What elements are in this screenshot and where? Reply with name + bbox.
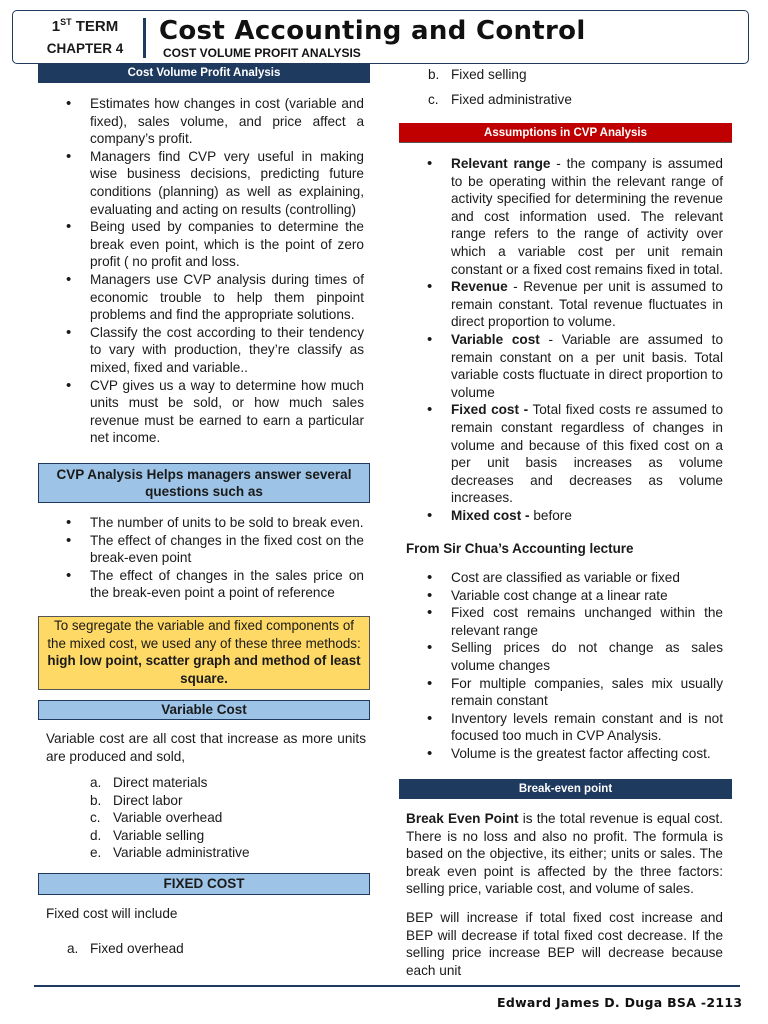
list-item: • Selling prices do not change as sales volume changes bbox=[399, 639, 723, 674]
variable-cost-list bbox=[90, 774, 350, 862]
segregate-note-box: To segregate the variable and fixed components of the mixed cost, we used any of these three methods: high low point, scatter graph and method of least square. bbox=[38, 616, 370, 690]
list-item: c. Variable overhead bbox=[90, 810, 223, 826]
chapter-label: CHAPTER 4 bbox=[46, 41, 124, 56]
fixed-cost-header: FIXED COST bbox=[38, 873, 370, 895]
list-item: • Mixed cost - before bbox=[399, 507, 723, 525]
list-item: • The number of units to be sold to break even. bbox=[38, 514, 364, 532]
fixed-cost-list-continued bbox=[428, 62, 708, 112]
fixed-cost-list bbox=[67, 940, 327, 958]
list-item: • Revenue - Revenue per unit is assumed to remain constant. Total revenue fluctuates in direct proportion to volume. bbox=[399, 278, 723, 331]
list-item: d. Variable selling bbox=[90, 827, 205, 843]
list-item: • The effect of changes in the sales price on the break-even point a point of reference bbox=[38, 567, 364, 602]
break-even-definition: Break Even Point is the total revenue is equal cost. There is no loss and also no profit. The formula is based on the objective, its either; units or sales. The break even point is affected by the three factors: selling price, variable cost, and volume of sales. bbox=[406, 811, 723, 897]
page-title: Cost Accounting and Control bbox=[159, 16, 586, 46]
list-item: • Estimates how changes in cost (variable and fixed), sales volume, and price affect a company’s profit. bbox=[38, 95, 364, 148]
list-item: • Inventory levels remain constant and is not focused too much in CVP Analysis. bbox=[399, 710, 723, 745]
list-item: • Managers find CVP very useful in making wise business decisions, predicting future conditions (planning) as well as explaining, evaluating and acting on results (controlling) bbox=[38, 148, 364, 218]
cvp-section-header: Cost Volume Profit Analysis bbox=[38, 63, 370, 83]
author-signature: Edward James D. Duga BSA -2113 bbox=[497, 995, 743, 1010]
list-item: • Classify the cost according to their tendency to vary with production, they’re classify as mixed, fixed and variable.. bbox=[38, 324, 364, 377]
page-subtitle: COST VOLUME PROFIT ANALYSIS bbox=[163, 46, 361, 60]
list-item: b. Direct labor bbox=[90, 792, 183, 808]
variable-cost-text: Variable cost are all cost that increase as more units are produced and sold, bbox=[46, 731, 366, 764]
term-label: 1ST TERM bbox=[51, 17, 119, 35]
chua-lecture-list bbox=[399, 569, 723, 763]
cvp-helps-list bbox=[38, 514, 364, 602]
list-item: • The effect of changes in the fixed cost on the break-even point bbox=[38, 532, 364, 567]
header-divider bbox=[143, 18, 146, 58]
chua-lecture-heading: From Sir Chua’s Accounting lecture bbox=[406, 541, 634, 556]
list-item: • Fixed cost - Total fixed costs re assumed to remain constant regardless of changes in volume and because of this fixed cost on a per unit basis increases as volume decreases and decreases as volume increases. bbox=[399, 401, 723, 507]
list-item: • Variable cost change at a linear rate bbox=[399, 587, 723, 605]
break-even-effects: BEP will increase if total fixed cost increase and BEP will decrease if total fixed cost decrease. If the selling price increase BEP will decrease because each unit bbox=[406, 910, 723, 978]
list-item: a. Fixed overhead bbox=[67, 941, 184, 956]
break-even-header: Break-even point bbox=[399, 779, 732, 799]
list-item: c. Fixed administrative bbox=[428, 92, 572, 107]
fixed-cost-text: Fixed cost will include bbox=[46, 906, 178, 921]
list-item: • Relevant range - the company is assumed to be operating within the relevant range of activity specified for determining the revenue and cost information used. The relevant range refers to the range of activity over which a variable cost per unit remain constant or a fixed cost remains fixed in total. bbox=[399, 155, 723, 278]
list-item: b. Fixed selling bbox=[428, 67, 527, 82]
list-item: • Being used by companies to determine the break even point, which is the point of zero profit ( no profit and loss. bbox=[38, 218, 364, 271]
list-item: • Managers use CVP analysis during times of economic trouble to help them pinpoint problems and find the appropriate solutions. bbox=[38, 271, 364, 324]
footer-divider bbox=[34, 985, 740, 987]
list-item: • CVP gives us a way to determine how much units must be sold, or how much sales revenue must be earned to earn a particular net income. bbox=[38, 377, 364, 447]
list-item: • For multiple companies, sales mix usually remain constant bbox=[399, 675, 723, 710]
list-item: • Variable cost - Variable are assumed to remain constant on a per unit basis. Total variable costs fluctuate in direct proportion to volume bbox=[399, 331, 723, 401]
list-item: • Cost are classified as variable or fixed bbox=[399, 569, 723, 587]
assumptions-list bbox=[399, 155, 723, 524]
list-item: a. Direct materials bbox=[90, 775, 208, 790]
assumptions-header: Assumptions in CVP Analysis bbox=[399, 123, 732, 143]
list-item: • Volume is the greatest factor affecting cost. bbox=[399, 745, 723, 763]
list-item: • Fixed cost remains unchanged within the relevant range bbox=[399, 604, 723, 639]
list-item: e. Variable administrative bbox=[90, 845, 250, 861]
cvp-helps-header: CVP Analysis Helps managers answer several questions such as bbox=[38, 463, 370, 503]
cvp-bullet-list bbox=[38, 95, 364, 447]
variable-cost-header: Variable Cost bbox=[38, 700, 370, 720]
page-header bbox=[12, 10, 749, 64]
